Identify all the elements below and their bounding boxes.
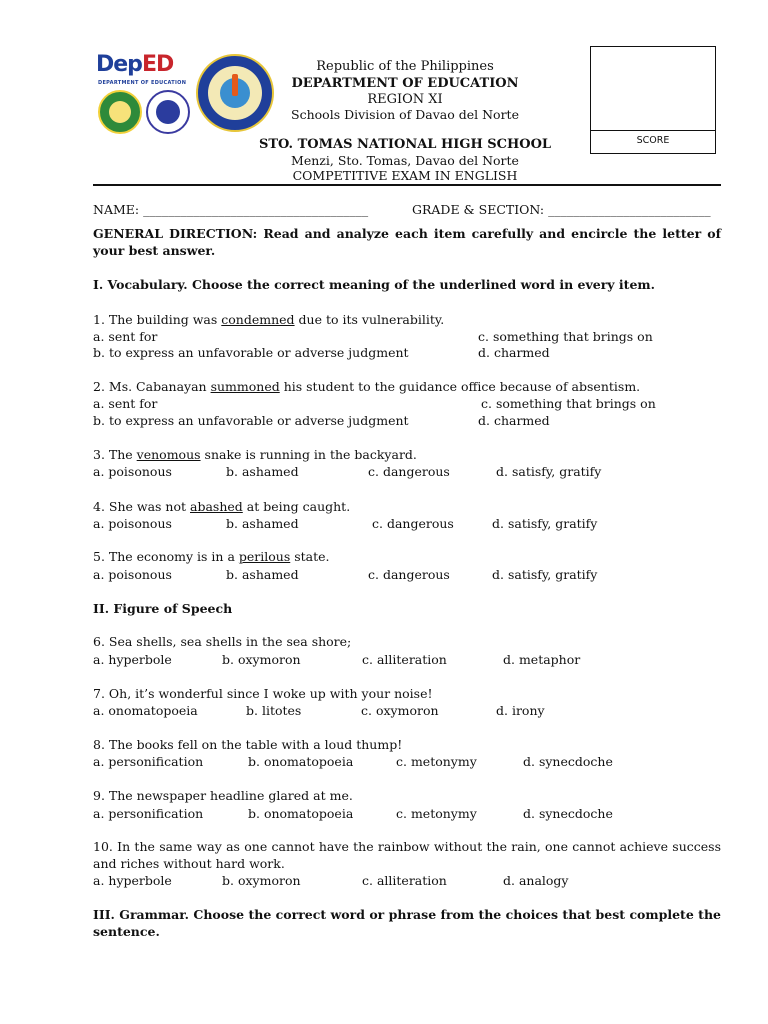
choice-1c[interactable]: c. something that brings on xyxy=(478,329,653,344)
header-divider xyxy=(93,184,721,186)
choice-7d[interactable]: d. irony xyxy=(496,703,545,718)
exam-title: COMPETITIVE EXAM IN ENGLISH xyxy=(292,168,518,183)
choice-1b[interactable]: b. to express an unfavorable or adverse judgment xyxy=(93,345,409,360)
choice-10d[interactable]: d. analogy xyxy=(503,873,569,888)
choice-7c[interactable]: c. oxymoron xyxy=(361,703,439,718)
choice-6c[interactable]: c. alliteration xyxy=(362,652,447,667)
question-9: 9. The newspaper headline glared at me. xyxy=(93,788,353,803)
choice-7a[interactable]: a. onomatopoeia xyxy=(93,703,198,718)
question-7: 7. Oh, it’s wonderful since I woke up with your noise! xyxy=(93,686,433,701)
choice-5c[interactable]: c. dangerous xyxy=(368,567,450,582)
deped-logo-subtitle: DEPARTMENT OF EDUCATION xyxy=(98,80,187,86)
choice-10b[interactable]: b. oxymoron xyxy=(222,873,301,888)
choice-8c[interactable]: c. metonymy xyxy=(396,754,477,769)
score-box[interactable] xyxy=(590,46,716,154)
choice-2b[interactable]: b. to express an unfavorable or adverse judgment xyxy=(93,413,409,428)
question-2: 2. Ms. Cabanayan summoned his student to the guidance office because of absentism. xyxy=(93,379,641,394)
question-10: 10. In the same way as one cannot have the rainbow without the rain, one cannot achieve success and riches without hard work. xyxy=(93,839,721,871)
choice-6a[interactable]: a. hyperbole xyxy=(93,652,172,667)
choice-9d[interactable]: d. synecdoche xyxy=(523,806,613,821)
choice-3a[interactable]: a. poisonous xyxy=(93,464,172,479)
division-line: Schools Division of Davao del Norte xyxy=(291,107,519,122)
choice-3c[interactable]: c. dangerous xyxy=(368,464,450,479)
choice-3b[interactable]: b. ashamed xyxy=(226,464,299,479)
choice-4b[interactable]: b. ashamed xyxy=(226,516,299,531)
choice-10a[interactable]: a. hyperbole xyxy=(93,873,172,888)
choice-2d[interactable]: d. charmed xyxy=(478,413,550,428)
grade-section-field[interactable]: GRADE & SECTION: __________________________ xyxy=(412,202,711,217)
school-address: Menzi, Sto. Tomas, Davao del Norte xyxy=(291,153,519,168)
deped-seal-icon xyxy=(146,90,190,134)
question-4: 4. She was not abashed at being caught. xyxy=(93,499,351,514)
choice-5d[interactable]: d. satisfy, gratify xyxy=(492,567,598,582)
choice-8d[interactable]: d. synecdoche xyxy=(523,754,613,769)
choice-2c[interactable]: c. something that brings on xyxy=(481,396,656,411)
choice-5b[interactable]: b. ashamed xyxy=(226,567,299,582)
choice-3d[interactable]: d. satisfy, gratify xyxy=(496,464,602,479)
general-direction: GENERAL DIRECTION: Read and analyze each item carefully and encircle the letter of your best answer. xyxy=(93,226,721,258)
choice-9a[interactable]: a. personification xyxy=(93,806,204,821)
choice-1d[interactable]: d. charmed xyxy=(478,345,550,360)
deped-logo: DepED xyxy=(96,52,174,77)
choice-1a[interactable]: a. sent for xyxy=(93,329,158,344)
question-1: 1. The building was condemned due to its vulnerability. xyxy=(93,312,445,327)
choice-6b[interactable]: b. oxymoron xyxy=(222,652,301,667)
school-name: STO. TOMAS NATIONAL HIGH SCHOOL xyxy=(258,137,552,152)
choice-2a[interactable]: a. sent for xyxy=(93,396,158,411)
choice-6d[interactable]: d. metaphor xyxy=(503,652,581,667)
question-3: 3. The venomous snake is running in the backyard. xyxy=(93,447,417,462)
choice-8a[interactable]: a. personification xyxy=(93,754,204,769)
choice-4d[interactable]: d. satisfy, gratify xyxy=(492,516,598,531)
question-8: 8. The books fell on the table with a loud thump! xyxy=(93,737,403,752)
question-6: 6. Sea shells, sea shells in the sea shore; xyxy=(93,634,352,649)
choice-4a[interactable]: a. poisonous xyxy=(93,516,172,531)
section-heading-vocabulary: I. Vocabulary. Choose the correct meaning of the underlined word in every item. xyxy=(93,277,655,292)
section-heading-grammar: III. Grammar. Choose the correct word or phrase from the choices that best complete the sentence. xyxy=(93,907,721,939)
choice-9b[interactable]: b. onomatopoeia xyxy=(248,806,354,821)
choice-5a[interactable]: a. poisonous xyxy=(93,567,172,582)
republic-line: Republic of the Philippines xyxy=(316,59,494,74)
choice-10c[interactable]: c. alliteration xyxy=(362,873,447,888)
name-field[interactable]: NAME: ____________________________________ xyxy=(93,202,369,217)
score-label: SCORE xyxy=(636,135,670,146)
choice-7b[interactable]: b. litotes xyxy=(246,703,302,718)
division-seal-icon xyxy=(98,90,142,134)
section-heading-figure-of-speech: II. Figure of Speech xyxy=(93,601,233,616)
choice-9c[interactable]: c. metonymy xyxy=(396,806,477,821)
department-line: DEPARTMENT OF EDUCATION xyxy=(291,76,519,91)
question-5: 5. The economy is in a perilous state. xyxy=(93,549,330,564)
choice-8b[interactable]: b. onomatopoeia xyxy=(248,754,354,769)
choice-4c[interactable]: c. dangerous xyxy=(372,516,454,531)
region-line: REGION XI xyxy=(367,92,443,107)
